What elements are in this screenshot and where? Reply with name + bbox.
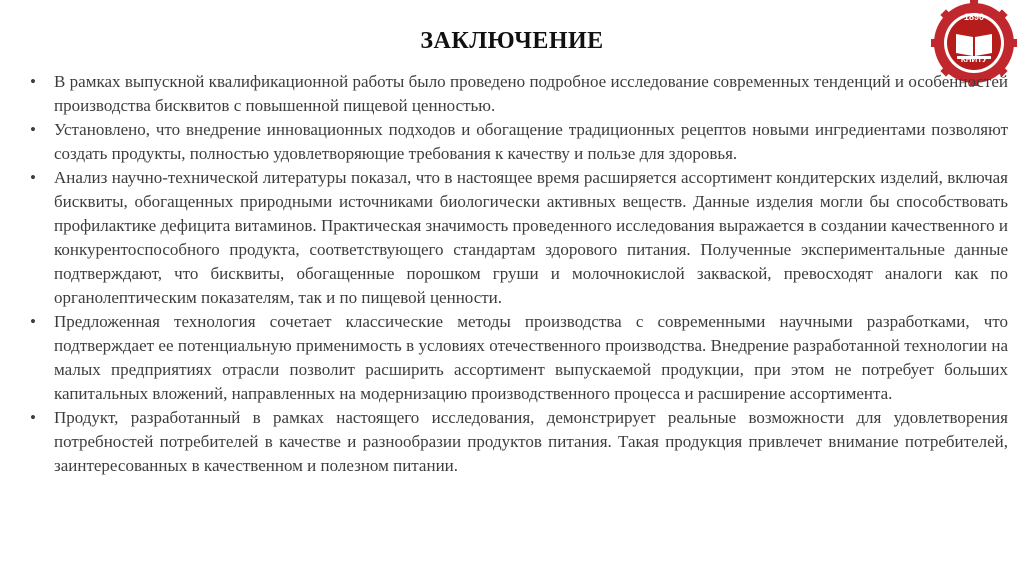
list-item-text: Продукт, разработанный в рамках настоящего исследования, демонстрирует реальные возможности для удовлетворения потребностей потребителей в качестве и разнообразии продуктов питания. Такая продукция привлечет внимание потребителей, заинтересованных в качественном и полезном питании. [54,408,1008,475]
bullet: • [30,408,36,427]
bullet: • [30,312,36,331]
list-item-text: Установлено, что внедрение инновационных подходов и обогащение традиционных рецептов новыми ингредиентами позволяют создать продукты, полностью удовлетворяющие требования к качеству и пользе для здоровья. [54,120,1008,163]
list-item [30,310,1008,406]
logo-name: КНИТУ [960,55,988,64]
list-item [30,118,1008,166]
list-item [30,166,1008,310]
bullet: • [30,168,36,187]
list-item-text: Анализ научно-технической литературы показал, что в настоящее время расширяется ассортимент кондитерских изделий, включая бисквиты, обогащенных природными источниками биологически активных веществ. Данные изделия могли бы способствовать профилактике дефицита витаминов. Практическая значимость проведенного исследования выражается в создании качественного и конкурентоспособного продукта, соответствующего стандартам здорового питания. Полученные экспериментальные данные подтверждают, что бисквиты, обогащенные порошком груши и молочнокислой закваской, превосходят аналоги как по органолептическим показателям, так и по пищевой ценности. [54,168,1008,307]
logo-year: 1890 [963,12,985,22]
list-item [30,406,1008,478]
page-title: ЗАКЛЮЧЕНИЕ [420,28,604,54]
list-item [30,70,1008,118]
list-item-text: Предложенная технология сочетает классические методы производства с современными научными разработками, что подтверждает ее потенциальную применимость в условиях отечественного производства. Внедрение разработанной технологии на малых предприятиях отрасли позволит расширить ассортимент выпускаемой продукции, при этом не потребует больших капитальных вложений, направленных на модернизацию производственного процесса и расширение ассортимента. [54,312,1008,403]
bullet: • [30,120,36,139]
conclusion-list [30,70,1008,478]
bullet: • [30,72,36,91]
list-item-text: В рамках выпускной квалификационной работы было проведено подробное исследование современных тенденций и особенностей производства бисквитов с повышенной пищевой ценностью. [54,72,1008,115]
